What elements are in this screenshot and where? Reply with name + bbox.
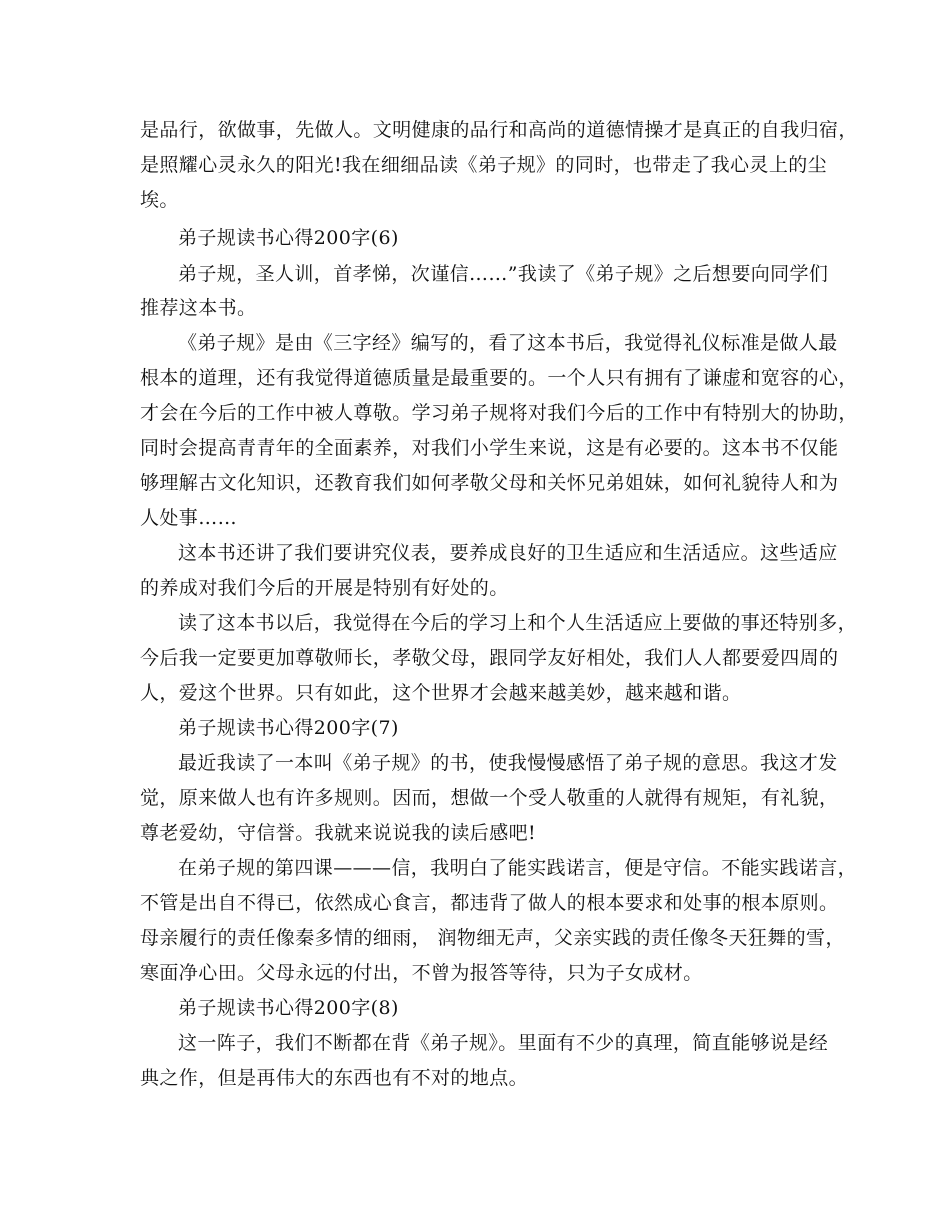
paragraph-line: 同时会提高青青年的全面素养，对我们小学生来说，这是有必要的。这本书不仅能 <box>140 437 839 459</box>
paragraph-line: 这一阵子，我们不断都在背《弟子规》。里面有不少的真理，简直能够说是经 <box>178 1032 829 1054</box>
paragraph-line: 人处事…… <box>140 507 238 529</box>
paragraph-line: 《弟子规》是由《三字经》编写的，看了这本书后，我觉得礼仪标准是做人最 <box>178 332 838 354</box>
paragraph-line: 是品行，欲做事，先做人。文明健康的品行和高尚的道德情操才是真正的自我归宿， <box>140 119 858 141</box>
paragraph-line: 最近我读了一本叫《弟子规》的书，使我慢慢感悟了弟子规的意思。我这才发 <box>178 752 838 774</box>
paragraph-line: 够理解古文化知识，还教育我们如何孝敬父母和关怀兄弟姐妹，如何礼貌待人和为 <box>140 472 839 494</box>
paragraph-line: 是照耀心灵永久的阳光!我在细细品读《弟子规》的同时，也带走了我心灵上的尘 <box>140 154 828 176</box>
section-heading: 弟子规读书心得200字(6) <box>178 227 399 249</box>
paragraph-line: 推荐这本书。 <box>140 297 257 319</box>
paragraph-line: 埃。 <box>140 189 179 211</box>
section-heading: 弟子规读书心得200字(7) <box>178 717 399 739</box>
paragraph-line: 今后我一定要更加尊敬师长，孝敬父母，跟同学友好相处，我们人人都要爱四周的 <box>140 647 839 669</box>
section-heading: 弟子规读书心得200字(8) <box>178 997 399 1019</box>
paragraph-line: 这本书还讲了我们要讲究仪表，要养成良好的卫生适应和生活适应。这些适应 <box>178 542 838 564</box>
paragraph-line: 寒面净心田。父母永远的付出，不曾为报答等待，只为子女成材。 <box>140 962 703 984</box>
paragraph-line: 根本的道理，还有我觉得道德质量是最重要的。一个人只有拥有了谦虚和宽容的心， <box>140 367 858 389</box>
paragraph-line: 觉，原来做人也有许多规则。因而，想做一个受人敬重的人就得有规矩，有礼貌， <box>140 787 839 809</box>
paragraph-line: 母亲履行的责任像秦多情的细雨， 润物细无声，父亲实践的责任像冬天狂舞的雪， <box>140 927 845 949</box>
paragraph-line: 的养成对我们今后的开展是特别有好处的。 <box>140 577 509 599</box>
paragraph-line: 弟子规，圣人训，首孝悌，次谨信……”我读了《弟子规》之后想要向同学们 <box>178 263 829 285</box>
paragraph-line: 才会在今后的工作中被人尊敬。学习弟子规将对我们今后的工作中有特别大的协助， <box>140 402 858 424</box>
paragraph-line: 人，爱这个世界。只有如此，这个世界才会越来越美妙，越来越和谐。 <box>140 682 742 704</box>
paragraph-line: 典之作，但是再伟大的东西也有不对的地点。 <box>140 1067 529 1089</box>
paragraph-line: 在弟子规的第四课———信，我明白了能实践诺言，便是守信。不能实践诺言， <box>178 857 858 879</box>
paragraph-line: 尊老爱幼，守信誉。我就来说说我的读后感吧! <box>140 822 537 844</box>
paragraph-line: 不管是出自不得已，依然成心食言，都违背了做人的根本要求和处事的根本原则。 <box>140 892 839 914</box>
paragraph-line: 读了这本书以后，我觉得在今后的学习上和个人生活适应上要做的事还特别多， <box>178 612 858 634</box>
